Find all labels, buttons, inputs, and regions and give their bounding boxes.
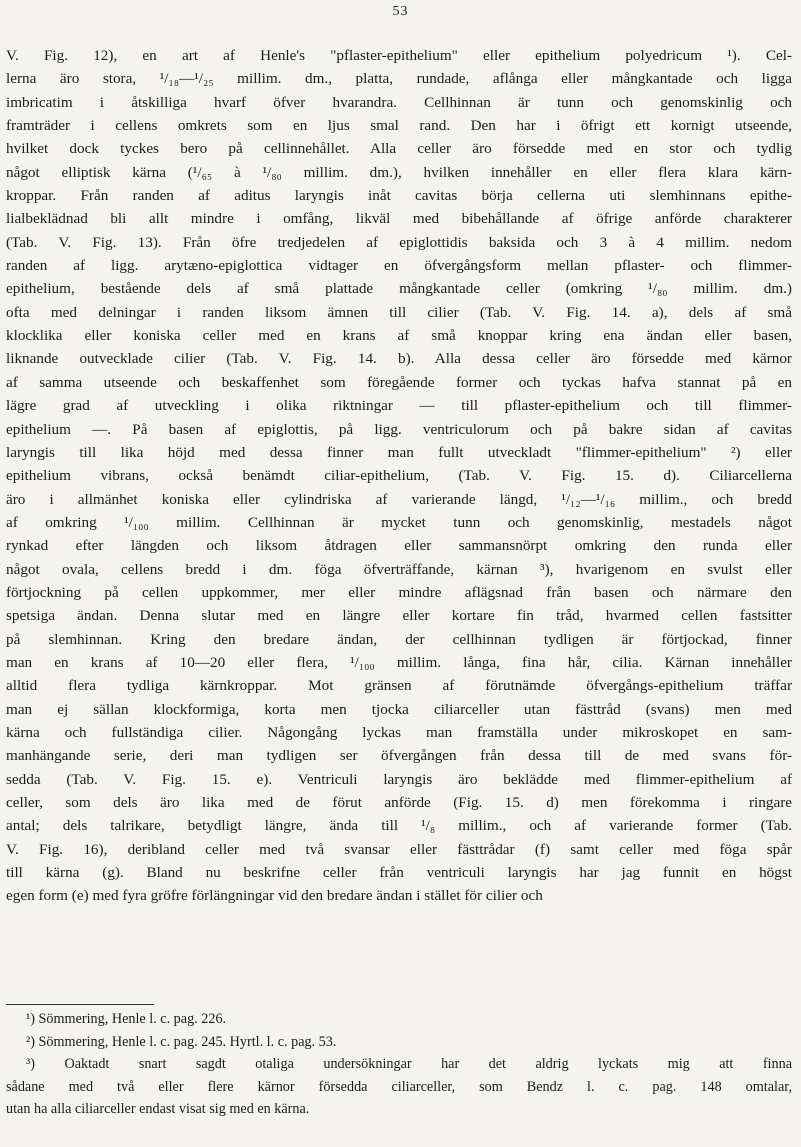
- text-line: alltid flera tydliga kärnkroppar. Mot gränsen af förutnämde öfvergångs-epithelium träffar: [6, 677, 792, 695]
- text-line: klocklika eller koniska celler med en krans af små knoppar kring ena ändan eller basen,: [6, 327, 792, 345]
- text-line: man ej sällan klockformiga, korta men tjocka ciliarceller utan fästtråd (svans) men med: [6, 700, 792, 718]
- text-line: förtjockning på cellen uppkommer, mer eller mindre aflägsnad från basen och närmare den: [6, 583, 792, 601]
- text-line: till kärna (g). Bland nu beskrifne celler från ventriculi laryngis har jag funnit en högst: [6, 864, 792, 882]
- text-line: celler, som dels äro lika med de förut anförde (Fig. 15. d) men förekomma i ringare: [6, 794, 792, 811]
- text-line: imbricatim i åtskilliga hvarf öfver hvarandra. Cellhinnan är tunn och genomskinlig och: [6, 93, 792, 111]
- text-line: rynkad efter längden och liksom åtdragen eller sammansnörpt omkring den runda eller: [6, 537, 792, 555]
- main-text-body: [6, 44, 792, 908]
- text-line: af omkring ¹/₁₀₀ millim. Cellhinnan är mycket tunn och genomskinlig, mestadels något: [6, 513, 792, 531]
- text-line: framträder i cellens omkrets som en ljus smal rand. Den har i öfrigt ett kornigt utseende,: [6, 117, 792, 135]
- text-line: kärna och fullständiga cilier. Någongång lyckas man framställa under mikroskopet en sam-: [6, 723, 792, 741]
- text-line: kroppar. Från randen af aditus laryngis inåt cavitas börja cellerna uti slemhinnans epithe-: [6, 187, 792, 205]
- footnote-divider: [6, 1004, 154, 1005]
- footnote-line: ²) Sömmering, Henle l. c. pag. 245. Hyrtl. l. c. pag. 53.: [26, 1033, 337, 1050]
- footnotes: [6, 1008, 792, 1121]
- text-line: af samma utseende och beskaffenhet som föregående former och tyckas hafva stannat på en: [6, 373, 792, 391]
- text-line: lialbeklädnad bli allt mindre i omfång, likväl med bibehållande af öfrige anförde charakterer: [6, 210, 792, 228]
- footnote-line: utan ha alla ciliarceller endast visat sig med en kärna.: [6, 1101, 310, 1117]
- text-line: (Tab. V. Fig. 13). Från öfre tredjedelen af epiglottidis baksida och 3 à 4 millim. nedom: [6, 233, 792, 251]
- footnote-line: ¹) Sömmering, Henle l. c. pag. 226.: [26, 1011, 227, 1027]
- text-line: egen form (e) med fyra gröfre förlängningar vid den bredare ändan i stället för cilier och: [6, 887, 543, 905]
- text-line: hvilket dock tyckes bero på cellinnehållet. Alla celler äro försedde med en stor och tydlig: [6, 140, 792, 158]
- text-line: manhängande serie, deri man tydligen ser öfvergången från dessa till de med svans för-: [6, 747, 792, 765]
- text-line: på slemhinnan. Kring den bredare ändan, der cellhinnan tydligen är förtjockad, finner: [6, 630, 792, 648]
- text-line: sedda (Tab. V. Fig. 15. e). Ventriculi laryngis äro beklädde med flimmer-epithelium af: [6, 770, 792, 788]
- text-line: liknande outvecklade cilier (Tab. V. Fig. 14. b). Alla dessa celler äro försedde med kärnor: [6, 350, 792, 368]
- text-line: V. Fig. 16), deribland celler med två svansar eller fästtrådar (f) samt celler med föga spår: [6, 840, 792, 858]
- text-line: lägre grad af utveckling i olika riktningar — till pflaster-epithelium och till flimmer-: [6, 397, 792, 415]
- text-line: laryngis till lika höjd med dessa finner man fullt utveckladt "flimmer-epithelium" ²) eller: [6, 443, 792, 461]
- text-line: V. Fig. 12), en art af Henle's "pflaster-epithelium" eller epithelium polyedricum ¹). Cel-: [6, 47, 792, 64]
- text-line: något ovala, cellens bredd i dm. föga öfverträffande, kärnan ³), hvarigenom en svulst eller: [6, 560, 792, 578]
- text-line: lerna äro stora, ¹/₁₈—¹/₂₅ millim. dm., platta, rundade, aflånga eller mångkantade och ligga: [6, 70, 792, 88]
- text-line: antal; dels talrikare, betydligt längre, ända till ¹/₈ millim., och af varierande former (Tab.: [6, 817, 792, 835]
- text-line: något elliptisk kärna (¹/₆₅ à ¹/₈₀ millim. dm.), hvilken innehåller en eller flera klara kärn-: [6, 163, 792, 181]
- text-line: ofta med delningar i randen liksom ämnen till cilier (Tab. V. Fig. 14. a), dels af små: [6, 303, 792, 321]
- text-line: epithelium vibrans, också benämdt ciliar-epithelium, (Tab. V. Fig. 15. d). Ciliarcellerna: [6, 467, 792, 485]
- page-number: 53: [392, 4, 409, 19]
- footnote-line: ³) Oaktadt snart sagdt otaliga undersökningar har det aldrig lyckats mig att finna: [26, 1056, 792, 1072]
- text-line: randen af ligg. arytæno-epiglottica vidtager en öfvergångsform mellan pflaster- och flimmer-: [6, 257, 792, 275]
- text-line: man en krans af 10—20 eller flera, ¹/₁₀₀ millim. långa, fina hår, cilia. Kärnan innehåller: [6, 653, 792, 671]
- text-line: spetsiga ändan. Denna slutar med en längre eller kortare fin tråd, hvarmed cellen fastsitter: [6, 607, 792, 625]
- text-line: äro i allmänhet koniska eller cylindriska af varierande längd, ¹/₁₂—¹/₁₆ millim., och bredd: [6, 490, 792, 508]
- footnote-line: sådane med två eller flere kärnor försedda ciliarceller, som Bendz l. c. pag. 148 omtalar,: [6, 1078, 792, 1095]
- text-line: epithelium —. På basen af epiglottis, på ligg. ventriculorum och på bakre sidan af cavitas: [6, 420, 792, 438]
- text-line: epithelium, bestående dels af små plattade mångkantade celler (omkring ¹/₈₀ millim. dm.): [6, 280, 792, 298]
